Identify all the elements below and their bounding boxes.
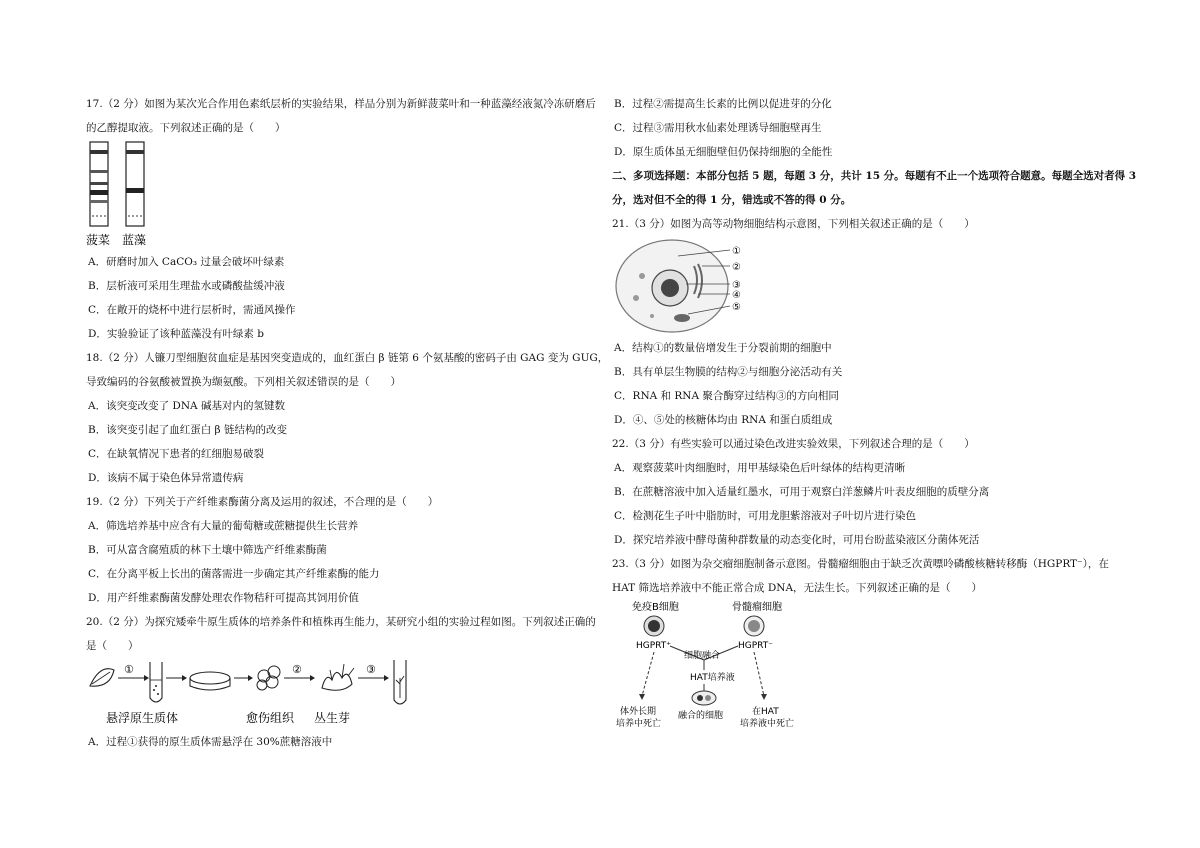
q21-stem-line1: 21.（3 分）如图为高等动物细胞结构示意图，下列相关叙述正确的是（ ） bbox=[612, 218, 975, 230]
q23-stem-line1: 23.（3 分）如图为杂交瘤细胞制备示意图。骨髓瘤细胞由于缺乏次黄嘌呤磷酸核糖转移酶（HGPRT⁻），在 bbox=[612, 558, 1109, 570]
section2-heading-line2: 分，选对但不全的得 1 分，错选或不答的得 0 分。 bbox=[612, 194, 852, 206]
step-3-label: ③ bbox=[366, 663, 376, 676]
q21-option-c: C．RNA 和 RNA 聚合酶穿过结构③的方向相同 bbox=[614, 390, 839, 402]
leaf-icon bbox=[90, 669, 114, 686]
callus-icon bbox=[257, 666, 280, 690]
q18-option-b: B．该突变引起了血红蛋白 β 链结构的改变 bbox=[88, 424, 287, 436]
hybridoma-figure bbox=[612, 600, 812, 730]
q20-option-c: C．过程③需用秋水仙素处理诱导细胞壁再生 bbox=[614, 122, 822, 134]
fig-fusion-label: 细胞融合 bbox=[684, 651, 721, 661]
fig-out-left-1: 体外长期 bbox=[620, 707, 657, 717]
q19-option-b: B．可从富含腐殖质的林下土壤中筛选产纤维素酶菌 bbox=[88, 544, 327, 556]
cell-label-2: ② bbox=[732, 262, 741, 273]
section2-heading-line1: 二、多项选择题：本部分包括 5 题，每题 3 分，共计 15 分。每题有不止一个选项符合题意。每题全选对者得 3 bbox=[612, 170, 1137, 182]
q22-option-a: A．观察菠菜叶肉细胞时，用甲基绿染色后叶绿体的结构更清晰 bbox=[614, 462, 906, 474]
q19-option-d: D．用产纤维素酶菌发酵处理农作物秸秆可提高其饲用价值 bbox=[88, 592, 359, 604]
buds-icon bbox=[322, 664, 354, 690]
cell-label-5: ⑤ bbox=[732, 302, 741, 313]
step-1-label: ① bbox=[124, 663, 134, 676]
left-column bbox=[86, 92, 609, 754]
q18-option-c: C．在缺氧情况下患者的红细胞易破裂 bbox=[88, 448, 265, 460]
fig-label-cyanobacteria: 蓝藻 bbox=[122, 233, 147, 247]
plantlet-tube-icon bbox=[394, 660, 406, 704]
petri-dish-icon bbox=[190, 672, 230, 690]
q17-stem-line2: 的乙醇提取液。下列叙述正确的是（ ） bbox=[86, 122, 286, 134]
q20-option-b: B．过程②需提高生长素的比例以促进芽的分化 bbox=[614, 98, 832, 110]
q20-option-a: A．过程①获得的原生质体需悬浮在 30%蔗糖溶液中 bbox=[88, 736, 333, 748]
q17-option-d: D．实验验证了该种蓝藻没有叶绿素 b bbox=[88, 328, 264, 340]
b-cell-icon bbox=[644, 616, 664, 636]
q19-option-a: A．筛选培养基中应含有大量的葡萄糖或蔗糖提供生长营养 bbox=[88, 520, 359, 532]
q22-stem-line1: 22.（3 分）有些实验可以通过染色改进实验效果，下列叙述合理的是（ ） bbox=[612, 438, 975, 450]
q17-option-a: A．研磨时加入 CaCO₃ 过量会破坏叶绿素 bbox=[88, 256, 285, 268]
q20-option-d: D．原生质体虽无细胞壁但仍保持细胞的全能性 bbox=[614, 146, 833, 158]
q22-option-b: B．在蔗糖溶液中加入适量红墨水，可用于观察白洋葱鳞片叶表皮细胞的质壁分离 bbox=[614, 486, 990, 498]
q22-option-c: C．检测花生子叶中脂肪时，可用龙胆紫溶液对子叶切片进行染色 bbox=[614, 510, 917, 522]
right-column bbox=[612, 92, 1137, 730]
fig-hat-label: HAT培养液 bbox=[690, 673, 735, 683]
q18-option-a: A．该突变改变了 DNA 碱基对内的氢键数 bbox=[88, 400, 285, 412]
fig-myeloma-label: 骨髓瘤细胞 bbox=[732, 602, 782, 613]
step-2-label: ② bbox=[292, 663, 302, 676]
q17-stem-line1: 17.（2 分）如图为某次光合作用色素纸层析的实验结果，样品分别为新鲜菠菜叶和一种蓝藻经液氮冷冻研磨后 bbox=[86, 98, 596, 110]
myeloma-cell-icon bbox=[744, 616, 764, 636]
q22-option-d: D．探究培养液中酵母菌种群数量的动态变化时，可用台盼蓝染液区分菌体死活 bbox=[614, 534, 980, 546]
fig-out-left-2: 培养中死亡 bbox=[616, 719, 662, 729]
fig-b-cell-label: 免疫B细胞 bbox=[632, 602, 679, 613]
q17-option-c: C．在敞开的烧杯中进行层析时，需通风操作 bbox=[88, 304, 296, 316]
fig-label-protoplast: 悬浮原生质体 bbox=[106, 711, 179, 725]
fig-out-mid: 融合的细胞 bbox=[678, 711, 724, 721]
cell-label-3: ③ bbox=[732, 280, 741, 291]
fig-hgprt-plus: HGPRT⁺ bbox=[636, 641, 672, 651]
protoplast-culture-figure bbox=[86, 658, 416, 730]
fig-label-callus: 愈伤组织 bbox=[246, 711, 295, 725]
q19-stem-line1: 19.（2 分）下列关于产纤维素酶菌分离及运用的叙述，不合理的是（ ） bbox=[86, 496, 439, 508]
q21-option-a: A．结构①的数量倍增发生于分裂前期的细胞中 bbox=[614, 342, 832, 354]
fig-out-right-2: 培养液中死亡 bbox=[740, 719, 795, 729]
q21-option-b: B．具有单层生物膜的结构②与细胞分泌活动有关 bbox=[614, 366, 843, 378]
q19-option-c: C．在分离平板上长出的菌落需进一步确定其产纤维素酶的能力 bbox=[88, 568, 380, 580]
fig-label-spinach: 菠菜 bbox=[86, 233, 111, 247]
animal-cell-figure bbox=[612, 236, 762, 336]
fig-hgprt-minus: HGPRT⁻ bbox=[738, 641, 774, 651]
q21-option-d: D．④、⑤处的核糖体均由 RNA 和蛋白质组成 bbox=[614, 414, 833, 426]
q20-stem-line1: 20.（2 分）为探究矮牵牛原生质体的培养条件和植株再生能力，某研究小组的实验过程如图。下列叙述正确的 bbox=[86, 616, 596, 628]
cell-label-1: ① bbox=[732, 246, 741, 257]
q18-stem-line2: 导致编码的谷氨酸被置换为缬氨酸。下列相关叙述错误的是（ ） bbox=[86, 376, 401, 388]
cyanobacteria-tube bbox=[126, 142, 144, 226]
nucleus-icon bbox=[652, 270, 688, 306]
q23-stem-line2: HAT 筛选培养液中不能正常合成 DNA，无法生长。下列叙述正确的是（ ） bbox=[612, 582, 983, 594]
test-tube-icon bbox=[150, 662, 162, 702]
fig-out-right-1: 在HAT bbox=[752, 707, 779, 717]
q20-stem-line2: 是（ ） bbox=[86, 640, 139, 652]
q18-stem-line1: 18.（2 分）人镰刀型细胞贫血症是基因突变造成的，血红蛋白 β 链第 6 个氨基酸的密码子由 GAG 变为 GUG， bbox=[86, 352, 609, 364]
chromatography-figure bbox=[86, 140, 206, 250]
q18-option-d: D．该病不属于染色体异常遗传病 bbox=[88, 472, 244, 484]
spinach-tube bbox=[90, 142, 108, 226]
fig-label-buds: 丛生芽 bbox=[314, 711, 351, 725]
fused-cell-icon bbox=[692, 691, 716, 705]
q17-option-b: B．层析液可采用生理盐水或磷酸盐缓冲液 bbox=[88, 280, 285, 292]
cell-label-4: ④ bbox=[732, 290, 741, 301]
